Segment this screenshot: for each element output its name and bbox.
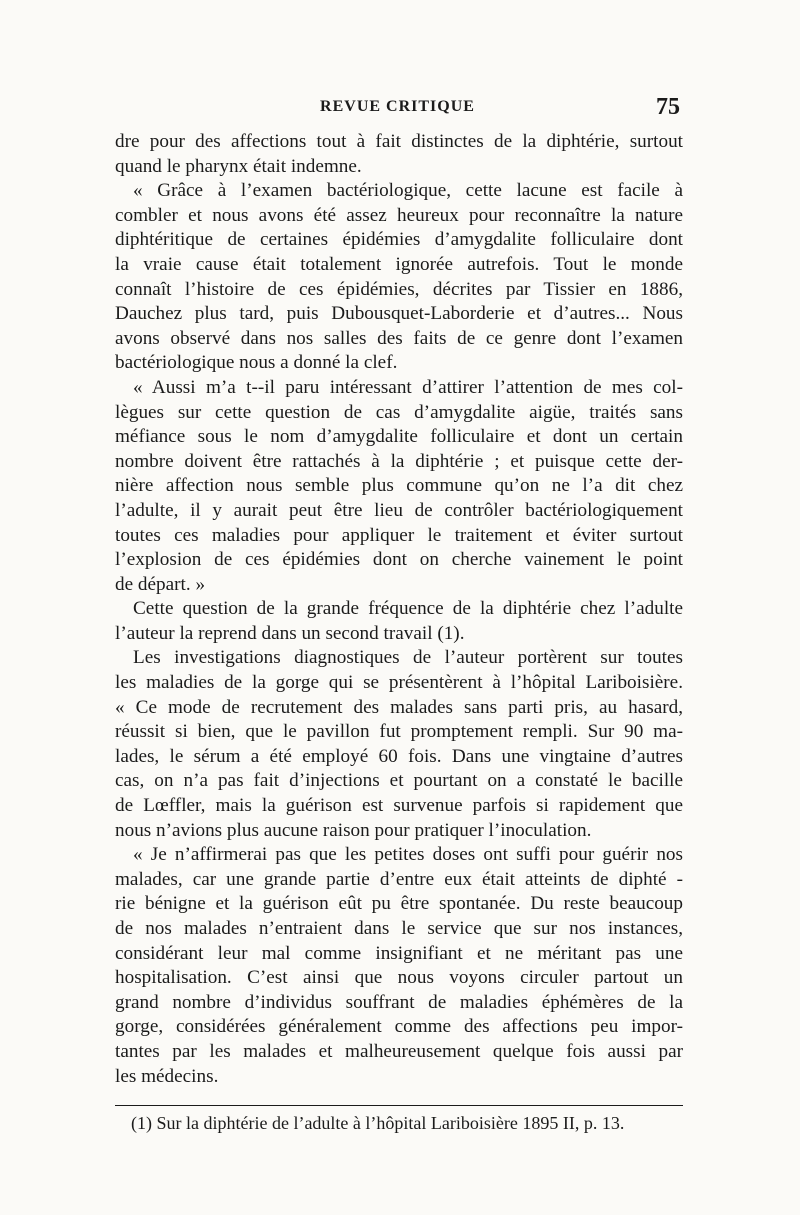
- text-line: « Je n’affirmerai pas que les petites doses ont suffi pour guérir nos: [133, 844, 683, 866]
- body-text: [115, 130, 683, 1089]
- text-line: avons observé dans nos salles des faits de ce genre dont l’examen: [115, 327, 683, 349]
- text-line: bactériologique nous a donné la clef.: [115, 352, 398, 374]
- text-line: considérant leur mal comme insignifiant et ne méritant pas une: [115, 942, 683, 964]
- text-line: réussit si bien, que le pavillon fut promptement rempli. Sur 90 ma-: [115, 721, 683, 743]
- text-line: grand nombre d’individus souffrant de maladies éphémères de la: [115, 991, 683, 1013]
- text-line: « Aussi m’a t--il paru intéressant d’attirer l’attention de mes col-: [133, 376, 683, 398]
- text-line: de nos malades n’entraient dans le service que sur nos instances,: [115, 918, 683, 939]
- text-line: gorge, considérées généralement comme des affections peu impor-: [115, 1016, 683, 1038]
- footnote-divider: [115, 1105, 683, 1106]
- text-line: les maladies de la gorge qui se présentèrent à l’hôpital Lariboisière.: [115, 672, 683, 694]
- text-line: tantes par les malades et malheureusement quelque fois aussi par: [115, 1040, 683, 1062]
- text-line: méfiance sous le nom d’amygdalite folliculaire et dont un certain: [115, 426, 683, 448]
- text-line: cas, on n’a pas fait d’injections et pourtant on a constaté le bacille: [115, 770, 683, 792]
- text-line: l’adulte, il y aurait peut être lieu de contrôler bactériologiquement: [115, 499, 683, 521]
- text-line: Les investigations diagnostiques de l’auteur portèrent sur toutes: [133, 647, 683, 669]
- text-line: toutes ces maladies pour appliquer le traitement et éviter surtout: [115, 524, 683, 546]
- running-head: [115, 94, 680, 122]
- page-number: 75: [656, 94, 680, 120]
- text-line: diphtéritique de certaines épidémies d’amygdalite folliculaire dont: [115, 229, 683, 251]
- text-line: l’auteur la reprend dans un second travail (1).: [115, 622, 465, 644]
- text-line: Cette question de la grande fréquence de la diphtérie chez l’adulte: [133, 598, 683, 620]
- text-line: nière affection nous semble plus commune qu’on ne l’a dit chez: [115, 475, 683, 497]
- text-line: hospitalisation. C’est ainsi que nous voyons circuler partout un: [115, 967, 683, 989]
- text-line: lègues sur cette question de cas d’amygdalite aigüe, traités sans: [115, 401, 683, 423]
- text-line: lades, le sérum a été employé 60 fois. Dans une vingtaine d’autres: [115, 745, 683, 767]
- text-line: de Lœffler, mais la guérison est survenue parfois si rapidement que: [115, 795, 683, 817]
- text-line: malades, car une grande partie d’entre eux était atteints de diphté -: [115, 868, 683, 890]
- text-line: combler et nous avons été assez heureux pour reconnaître la nature: [115, 204, 683, 226]
- text-line: de départ. »: [115, 573, 206, 595]
- text-line: nous n’avions plus aucune raison pour pratiquer l’inoculation.: [115, 819, 592, 841]
- text-line: « Ce mode de recrutement des malades sans parti pris, au hasard,: [115, 696, 683, 718]
- text-line: Dauchez plus tard, puis Dubousquet-Laborderie et d’autres... Nous: [115, 303, 683, 325]
- text-line: dre pour des affections tout à fait distinctes de la diphtérie, surtout: [115, 131, 683, 152]
- text-line: « Grâce à l’examen bactériologique, cette lacune est facile à: [133, 180, 683, 202]
- footnote: (1) Sur la diphtérie de l’adulte à l’hôpital Lariboisière 1895 II, p. 13.: [131, 1113, 625, 1133]
- text-line: connaît l’histoire de ces épidémies, décrites par Tissier en 1886,: [115, 278, 683, 300]
- text-line: rie bénigne et la guérison eût pu être spontanée. Du reste beaucoup: [115, 893, 683, 915]
- text-line: les médecins.: [115, 1065, 219, 1087]
- text-line: quand le pharynx était indemne.: [115, 155, 362, 177]
- text-line: l’explosion de ces épidémies dont on cherche vainement le point: [115, 549, 683, 571]
- running-title: REVUE CRITIQUE: [320, 98, 475, 115]
- text-line: nombre doivent être rattachés à la diphtérie ; et puisque cette der-: [115, 450, 683, 472]
- text-line: la vraie cause était totalement ignorée autrefois. Tout le monde: [115, 253, 683, 275]
